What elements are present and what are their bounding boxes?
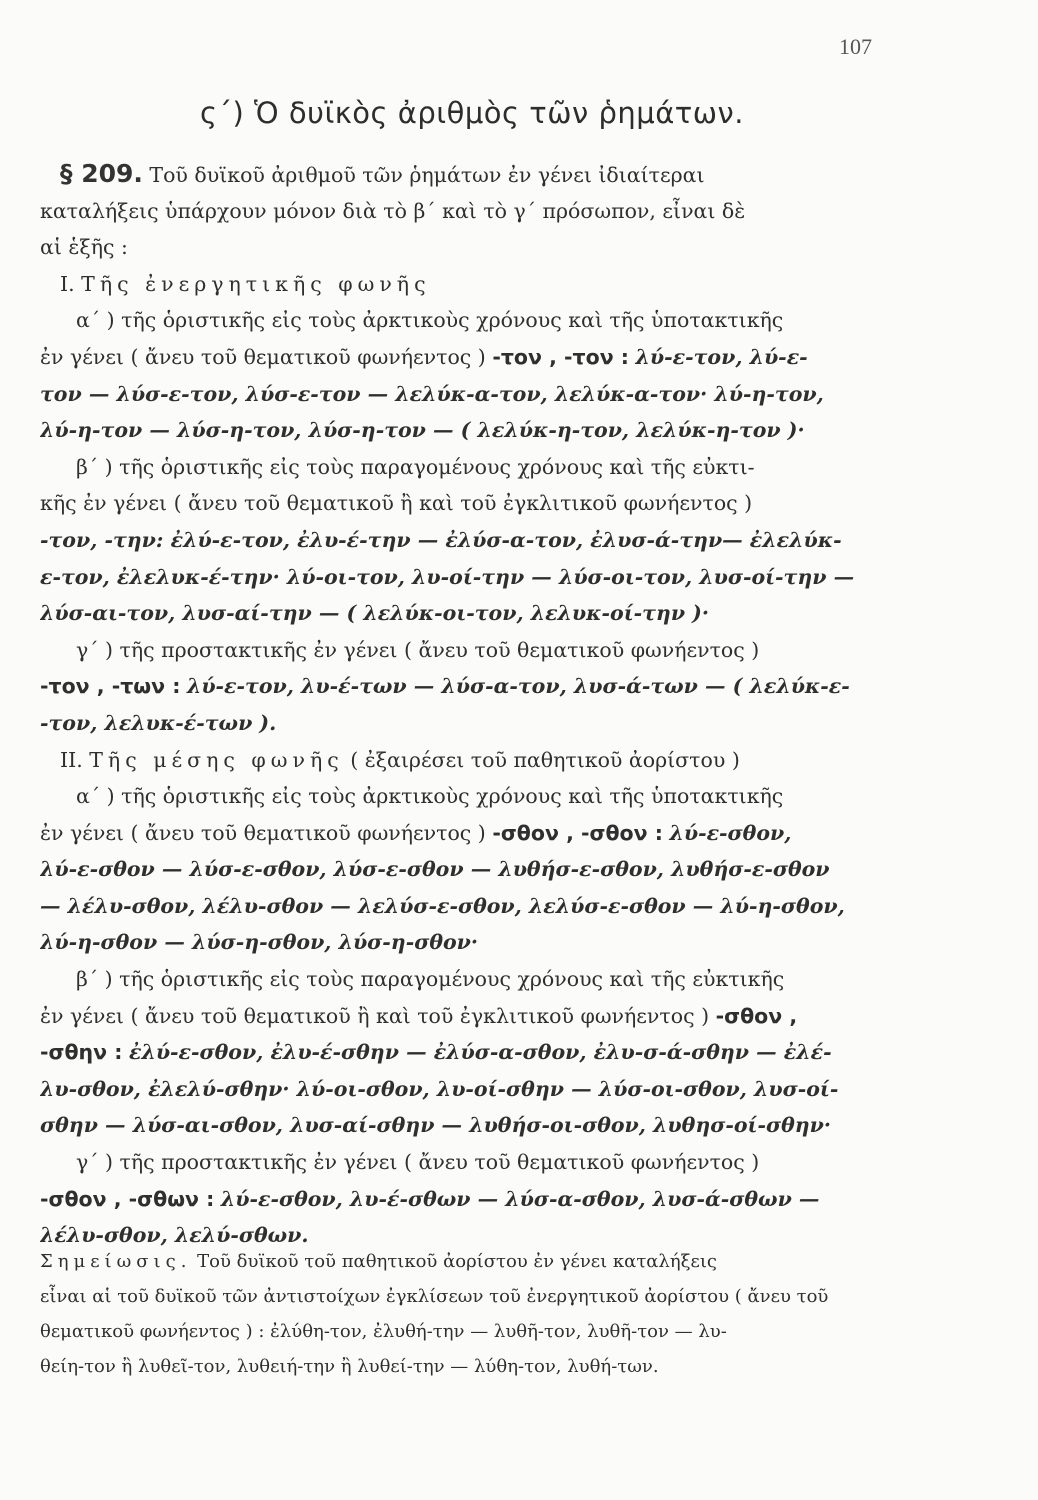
section-209-line-3: αἱ ἑξῆς :	[40, 235, 128, 260]
chapter-title: ς΄) Ὁ δυϊκὸς ἀριθμὸς τῶν ῥημάτων.	[200, 96, 744, 130]
active-a-line-3: τον — λύσ-ε-τον, λύσ-ε-τον — λελύκ-α-τον, λελύκ-α-τον· λύ-η-τον,	[40, 381, 824, 406]
middle-c-line-2	[40, 1181, 882, 1218]
ending-suffix: -τον , -τον :	[492, 344, 630, 369]
ending-suffix: -σθον ,	[715, 1003, 798, 1028]
main-text	[40, 156, 882, 1254]
active-voice-heading	[40, 266, 882, 303]
heading-text: Τῆς ἐνεργητικῆς φωνῆς	[81, 271, 431, 296]
heading-note: ( ἐξαιρέσει τοῦ παθητικοῦ ἀορίστου )	[350, 747, 740, 772]
middle-a-line-2	[40, 815, 882, 852]
note-label: Σημείωσις.	[40, 1251, 192, 1272]
active-b-line-1: β΄ ) τῆς ὁριστικῆς εἰς τοὺς παραγομένους χρόνους καὶ τῆς εὐκτι-	[76, 454, 755, 479]
middle-c-line-3: λέλυ-σθον, λελύ-σθων.	[40, 1223, 309, 1248]
heading-number: II.	[60, 747, 83, 772]
section-209-line-2: καταλήξεις ὑπάρχουν μόνον διὰ τὸ β΄ καὶ τὸ γ΄ πρόσωπον, εἶναι δὲ	[40, 198, 746, 223]
text-span: ἐν γένει ( ἄνευ τοῦ θεματικοῦ φωνήεντος )	[40, 820, 486, 845]
middle-b-line-5: σθην — λύσ-αι-σθον, λυσ-αί-σθην — λυθήσ-οι-σθον, λυθησ-οί-σθην·	[40, 1113, 832, 1138]
middle-a-line-1: α΄ ) τῆς ὁριστικῆς εἰς τοὺς ἀρκτικοὺς χρόνους καὶ τῆς ὑποτακτικῆς	[76, 784, 784, 809]
active-c-line-3: -τον, λελυκ-έ-των ).	[40, 710, 277, 735]
note-line-3: θεματικοῦ φωνήεντος ) : ἐλύθη-τον, ἐλυθή-την — λυθῆ-τον, λυθῆ-τον — λυ-	[40, 1321, 727, 1342]
middle-a-line-5: λύ-η-σθον — λύσ-η-σθον, λύσ-η-σθον·	[40, 930, 479, 955]
middle-a-line-4: — λέλυ-σθον, λέλυ-σθον — λελύσ-ε-σθον, λελύσ-ε-σθον — λύ-η-σθον,	[40, 893, 845, 918]
active-a-line-2	[40, 339, 882, 376]
middle-voice-heading	[40, 742, 882, 779]
active-b-line-5: λύσ-αι-τον, λυσ-αί-την — ( λελύκ-οι-τον, λελυκ-οί-την )·	[40, 601, 710, 626]
ending-suffix: -σθην :	[40, 1040, 123, 1065]
note-line-1	[40, 1244, 882, 1279]
section-209-line-1	[40, 156, 882, 193]
heading-text: Τῆς μέσης φωνῆς	[89, 747, 344, 772]
verb-form: ἐλύ-ε-σθον, ἐλυ-έ-σθην — ἐλύσ-α-σθον, ἐλυ-σ-ά-σθην — ἐλέ-	[128, 1040, 832, 1065]
active-b-line-3: -τον, -την: ἐλύ-ε-τον, ἐλυ-έ-την — ἐλύσ-α-τον, ἐλυσ-ά-την— ἐλελύκ-	[40, 527, 842, 552]
verb-form: λύ-ε-σθον,	[669, 820, 792, 845]
ending-suffix: -τον , -των :	[40, 674, 181, 699]
active-b-line-2: κῆς ἐν γένει ( ἄνευ τοῦ θεματικοῦ ἢ καὶ τοῦ ἐγκλιτικοῦ φωνήεντος )	[40, 491, 753, 516]
middle-b-line-3	[40, 1034, 882, 1071]
verb-form: λύ-ε-τον, λυ-έ-των — λύσ-α-τον, λυσ-ά-των — ( λελύκ-ε-	[186, 674, 850, 699]
middle-b-line-4: λυ-σθον, ἐλελύ-σθην· λύ-οι-σθον, λυ-οί-σθην — λύσ-οι-σθον, λυσ-οί-	[40, 1076, 839, 1101]
note	[40, 1244, 882, 1384]
ending-suffix: -σθον , -σθον :	[492, 820, 663, 845]
note-text: Τοῦ δυϊκοῦ τοῦ παθητικοῦ ἀορίστου ἐν γένει καταλήξεις	[197, 1251, 718, 1272]
note-line-2: εἶναι αἱ τοῦ δυϊκοῦ τῶν ἀντιστοίχων ἐγκλίσεων τοῦ ἐνεργητικοῦ ἀορίστου ( ἄνευ τοῦ	[40, 1286, 829, 1307]
verb-form: λύ-ε-τον, λύ-ε-	[635, 344, 808, 369]
middle-b-line-2	[40, 998, 882, 1035]
note-line-4: θείη-τον ἢ λυθεῖ-τον, λυθειή-την ἢ λυθεί-την — λύθη-τον, λυθή-των.	[40, 1356, 659, 1377]
middle-c-line-1: γ΄ ) τῆς προστακτικῆς ἐν γένει ( ἄνευ τοῦ θεματικοῦ φωνήεντος )	[76, 1150, 760, 1175]
heading-number: I.	[60, 271, 75, 296]
verb-form: λύ-ε-σθον, λυ-έ-σθων — λύσ-α-σθον, λυσ-ά-σθων —	[220, 1186, 820, 1211]
active-c-line-1: γ΄ ) τῆς προστακτικῆς ἐν γένει ( ἄνευ τοῦ θεματικοῦ φωνήεντος )	[76, 637, 760, 662]
middle-b-line-1: β΄ ) τῆς ὁριστικῆς εἰς τοὺς παραγομένους χρόνους καὶ τῆς εὐκτικῆς	[76, 967, 785, 992]
active-a-line-4: λύ-η-τον — λύσ-η-τον, λύσ-η-τον — ( λελύκ-η-τον, λελύκ-η-τον )·	[40, 418, 805, 443]
active-b-line-4: ε-τον, ἐλελυκ-έ-την· λύ-οι-τον, λυ-οί-την — λύσ-οι-τον, λυσ-οί-την —	[40, 564, 855, 589]
section-number: § 209.	[60, 159, 143, 188]
section-intro: Τοῦ δυϊκοῦ ἀριθμοῦ τῶν ῥημάτων ἐν γένει ἰδιαίτεραι	[149, 163, 705, 187]
page-number: 107	[839, 34, 872, 59]
active-c-line-2	[40, 668, 882, 705]
ending-suffix: -σθον , -σθων :	[40, 1186, 215, 1211]
text-span: ἐν γένει ( ἄνευ τοῦ θεματικοῦ ἢ καὶ τοῦ ἐγκλιτικοῦ φωνήεντος )	[40, 1003, 710, 1028]
text-span: ἐν γένει ( ἄνευ τοῦ θεματικοῦ φωνήεντος )	[40, 344, 486, 369]
active-a-line-1: α΄ ) τῆς ὁριστικῆς εἰς τοὺς ἀρκτικοὺς χρόνους καὶ τῆς ὑποτακτικῆς	[76, 308, 784, 333]
middle-a-line-3: λύ-ε-σθον — λύσ-ε-σθον, λύσ-ε-σθον — λυθήσ-ε-σθον, λυθήσ-ε-σθον	[40, 857, 830, 882]
